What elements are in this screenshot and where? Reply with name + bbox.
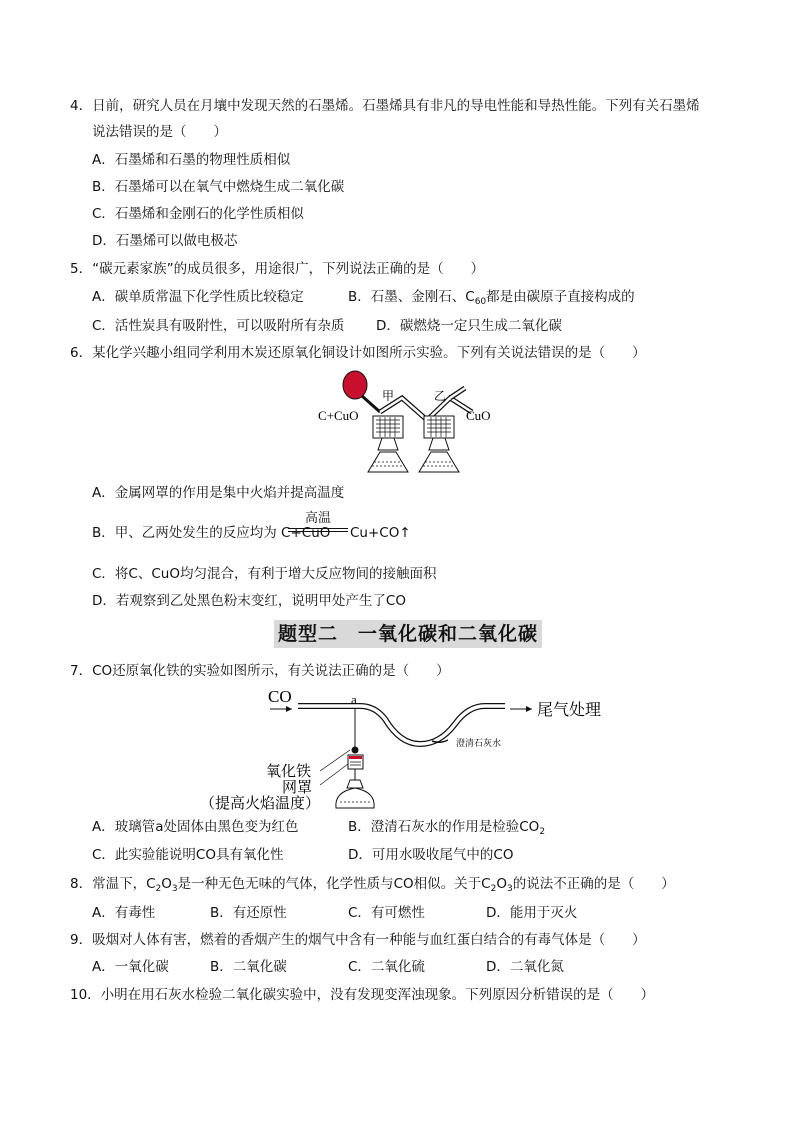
q6-label-left: C+CuO [318, 408, 359, 423]
q7-label-limewater: 澄清石灰水 [456, 739, 502, 749]
q7-option-c: C．此实验能说明CO具有氧化性 [92, 847, 284, 863]
q4-option-a: A．石墨烯和石墨的物理性质相似 [92, 152, 291, 168]
q4-option-d: D．石墨烯可以做电极芯 [92, 233, 238, 249]
q4-stem: 4．日前，研究人员在月壤中发现天然的石墨烯。石墨烯具有非凡的导电性能和导热性能。下列有关石墨烯 [70, 98, 700, 114]
q7-option-b: B．澄清石灰水的作用是检验$CO_2$ [348, 819, 546, 837]
q4-option-c: C．石墨烯和金刚石的化学性质相似 [92, 206, 304, 222]
q6-apparatus-figure [300, 368, 510, 476]
q7-option-a: A．玻璃管a处固体由黑色变为红色 [92, 819, 299, 835]
q7-stem: 7．CO还原氧化铁的实验如图所示，有关说法正确的是（ ） [70, 663, 450, 679]
q8-option-a: A．有毒性 [92, 905, 156, 921]
q4-stem-cont: 说法错误的是（ ） [92, 124, 227, 140]
q7-label-a: a [351, 692, 357, 707]
q9-option-c: C．二氧化硫 [348, 959, 425, 975]
q7-apparatus-figure [200, 684, 620, 812]
q6-option-d: D．若观察到乙处黑色粉末变红，说明甲处产生了CO [92, 593, 406, 609]
q6-label-jia: 甲 [382, 389, 395, 403]
q7-label-gauze: 网罩 [282, 778, 313, 796]
q8-option-b: B．有还原性 [210, 905, 287, 921]
q7-label-iron-oxide: 氧化铁 [266, 762, 312, 780]
q9-option-b: B．二氧化碳 [210, 959, 287, 975]
q5-stem: 5．“碳元素家族”的成员很多，用途很广，下列说法正确的是（ ） [70, 261, 485, 277]
q5-option-c: C．活性炭具有吸附性，可以吸附所有杂质 [92, 318, 345, 334]
q6-stem: 6．某化学兴趣小组同学利用木炭还原氧化铜设计如图所示实验。下列有关说法错误的是（ ） [70, 345, 646, 361]
q7-label-tail: 尾气处理 [537, 700, 602, 719]
q7-option-d: D．可用水吸收尾气中的CO [348, 847, 514, 863]
q6-option-a: A．金属网罩的作用是集中火焰并提高温度 [92, 485, 345, 501]
q6-reaction-condition: 高温 [288, 512, 348, 532]
q5-option-d: D．碳燃烧一定只生成二氧化碳 [376, 318, 562, 334]
q9-option-a: A．一氧化碳 [92, 959, 169, 975]
q9-stem: 9．吸烟对人体有害，燃着的香烟产生的烟气中含有一种能与血红蛋白结合的有毒气体是（ ） [70, 932, 646, 948]
q10-stem: 10．小明在用石灰水检验二氧化碳实验中，没有发现变浑浊现象。下列原因分析错误的是（ ） [70, 987, 655, 1003]
q9-option-d: D．二氧化氮 [486, 959, 564, 975]
q5-option-a: A．碳单质常温下化学性质比较稳定 [92, 289, 304, 305]
q6-label-yi: 乙 [434, 389, 447, 403]
q7-label-co: CO [268, 687, 292, 706]
q8-stem: 8．常温下，$C_2O_3$是一种无色无味的气体，化学性质与CO相似。关于$C_2O_3$的说法不正确的是（ ） [70, 876, 675, 894]
q4-option-b: B．石墨烯可以在氧气中燃烧生成二氧化碳 [92, 179, 345, 195]
q6-option-b: B．甲、乙两处发生的反应均为 C+CuO [92, 525, 331, 541]
q7-label-gauze-note: （提高火焰温度） [200, 794, 321, 812]
q5-option-b: B．石墨、金刚石、$C_{60}$都是由碳原子直接构成的 [348, 289, 635, 307]
section-title: 题型二 一氧化碳和二氧化碳 [274, 620, 542, 648]
balloon-icon [343, 371, 367, 399]
q8-option-c: C．有可燃性 [348, 905, 425, 921]
q6-label-right: CuO [466, 408, 491, 423]
q6-option-c: C．将C、CuO均匀混合，有利于增大反应物间的接触面积 [92, 566, 437, 582]
q6-option-b-product: Cu+CO↑ [350, 525, 411, 541]
q8-option-d: D．能用于灭火 [486, 905, 578, 921]
